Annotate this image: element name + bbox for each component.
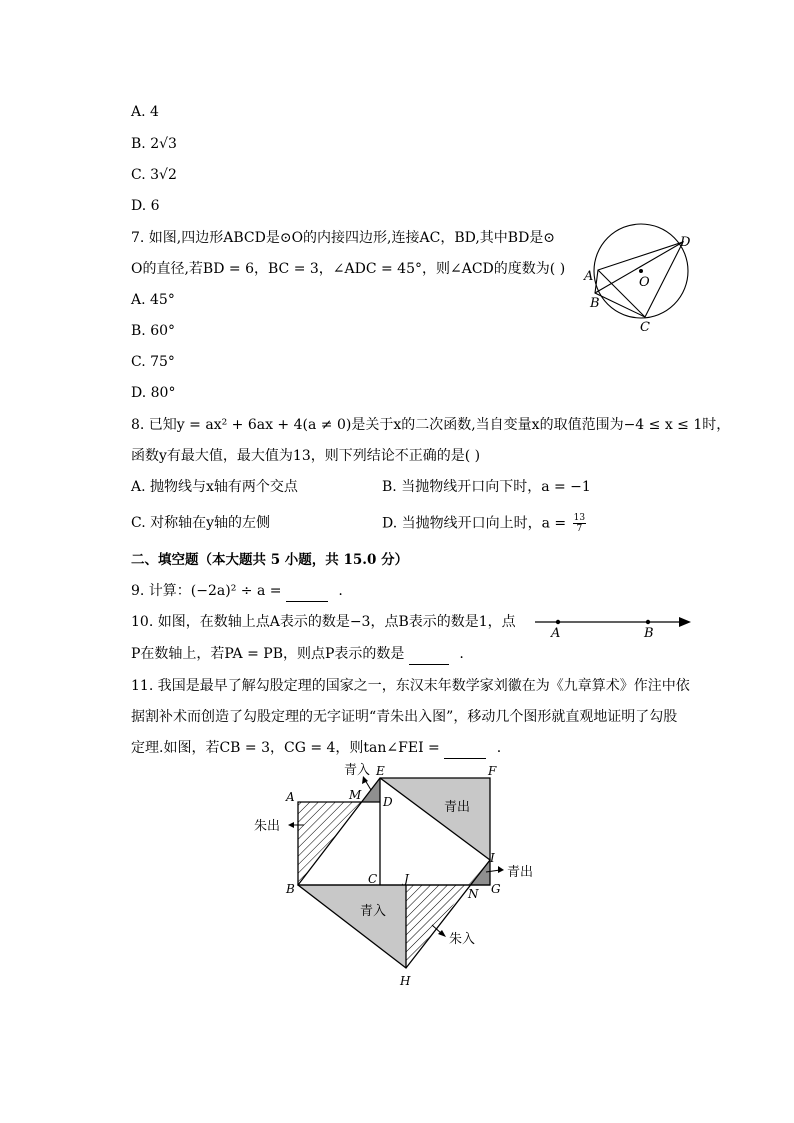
- q7-option-c: C. 75°: [131, 354, 175, 370]
- q8-option-b: B. 当抛物线开口向下时，a = −1: [382, 479, 591, 495]
- q11-period: .: [496, 740, 502, 756]
- label-B: B: [286, 882, 295, 896]
- q10-number-line: [533, 612, 693, 642]
- q7-option-b: B. 60°: [131, 323, 176, 339]
- point-b-label: B: [644, 626, 654, 641]
- label-qingru-top: 青入: [344, 763, 371, 778]
- q11-text-line2: 据割补术而创造了勾股定理的无字证明“青朱出入图”，移动几个图形就直观地证明了勾股: [131, 709, 678, 725]
- label-A: A: [286, 790, 295, 804]
- label-c: C: [640, 320, 650, 335]
- label-qingchu-right: 青出: [507, 865, 534, 880]
- q7-text-line2: O的直径,若BD = 6，BC = 3，∠ADC = 45°，则∠ACD的度数为( ): [131, 261, 566, 277]
- label-zhuchu: 朱出: [254, 819, 281, 834]
- q6-option-d: D. 6: [131, 198, 160, 214]
- arrowhead-zhuchu: [288, 822, 294, 828]
- q10-period: .: [459, 646, 464, 662]
- q9-text: [131, 581, 343, 602]
- q6-option-a: A. 4: [131, 104, 159, 120]
- label-d: D: [680, 235, 691, 250]
- q6-option-b: B. 2√3: [131, 136, 177, 152]
- q9-period: .: [338, 583, 343, 599]
- label-F: F: [488, 764, 497, 778]
- q10-text-line2: [131, 644, 464, 665]
- q7-circle-figure: [578, 222, 698, 337]
- q9-answer-blank[interactable]: [286, 581, 328, 602]
- q6-option-c: C. 3√2: [131, 167, 177, 183]
- label-qingchu-mid: 青出: [444, 800, 471, 815]
- label-I: I: [490, 851, 495, 865]
- label-H: H: [400, 974, 411, 988]
- q8-option-d-text: D. 当抛物线开口向上时，a =: [382, 515, 571, 532]
- fraction-numerator: 13: [573, 513, 586, 523]
- label-qingru-bottom: 青入: [360, 904, 387, 919]
- q8-text-line2: 函数y有最大值，最大值为13，则下列结论不正确的是( ): [131, 448, 481, 464]
- arrowhead-qingchu-right: [498, 866, 504, 873]
- q8-option-a: A. 抛物线与x轴有两个交点: [131, 479, 298, 495]
- fraction-denominator: 7: [576, 524, 583, 534]
- q11-text-line1: 11. 我国是最早了解勾股定理的国家之一，东汉末年数学家刘徽在为《九章算术》作注中依: [131, 678, 690, 694]
- q7-option-d: D. 80°: [131, 385, 176, 401]
- center-point-o: [639, 269, 643, 273]
- q10-text-line1: 10. 如图，在数轴上点A表示的数是−3，点B表示的数是1，点: [131, 614, 516, 630]
- label-E: E: [376, 764, 385, 778]
- q10-answer-blank[interactable]: [409, 644, 449, 665]
- label-zhuru: 朱入: [449, 932, 476, 947]
- q8-option-c: C. 对称轴在y轴的左侧: [131, 515, 271, 531]
- label-M: M: [349, 788, 362, 802]
- label-G: G: [491, 882, 501, 896]
- axis-arrow: [679, 617, 691, 627]
- q10-question: P在数轴上，若PA = PB，则点P表示的数是: [131, 646, 405, 662]
- q8-text-line1: 8. 已知y = ax² + 6ax + 4(a ≠ 0)是关于x的二次函数,当自变量x的取值范围为−4 ≤ x ≤ 1时，: [131, 417, 731, 433]
- q9-question: 9. 计算：(−2a)² ÷ a =: [131, 583, 286, 599]
- q8-fraction: [573, 513, 586, 534]
- q11-question: 定理.如图，若CB = 3，CG = 4，则tan∠FEI =: [131, 740, 445, 756]
- label-J: J: [404, 872, 409, 886]
- label-D: D: [383, 795, 393, 809]
- q7-text-line1: 7. 如图,四边形ABCD是⊙O的内接四边形,连接AC，BD,其中BD是⊙: [131, 230, 556, 246]
- label-o: O: [639, 275, 650, 290]
- label-a: A: [584, 269, 594, 284]
- label-b: B: [590, 296, 600, 311]
- label-N: N: [468, 887, 479, 901]
- point-a-label: A: [551, 626, 561, 641]
- point-b: [646, 620, 650, 624]
- q11-pythagoras-figure: [250, 756, 550, 996]
- point-a: [556, 620, 560, 624]
- q7-option-a: A. 45°: [131, 292, 175, 308]
- q8-option-d: [382, 513, 586, 534]
- section-2-title: 二、填空题（本大题共 5 小题，共 15.0 分）: [131, 552, 409, 568]
- label-C: C: [368, 872, 378, 886]
